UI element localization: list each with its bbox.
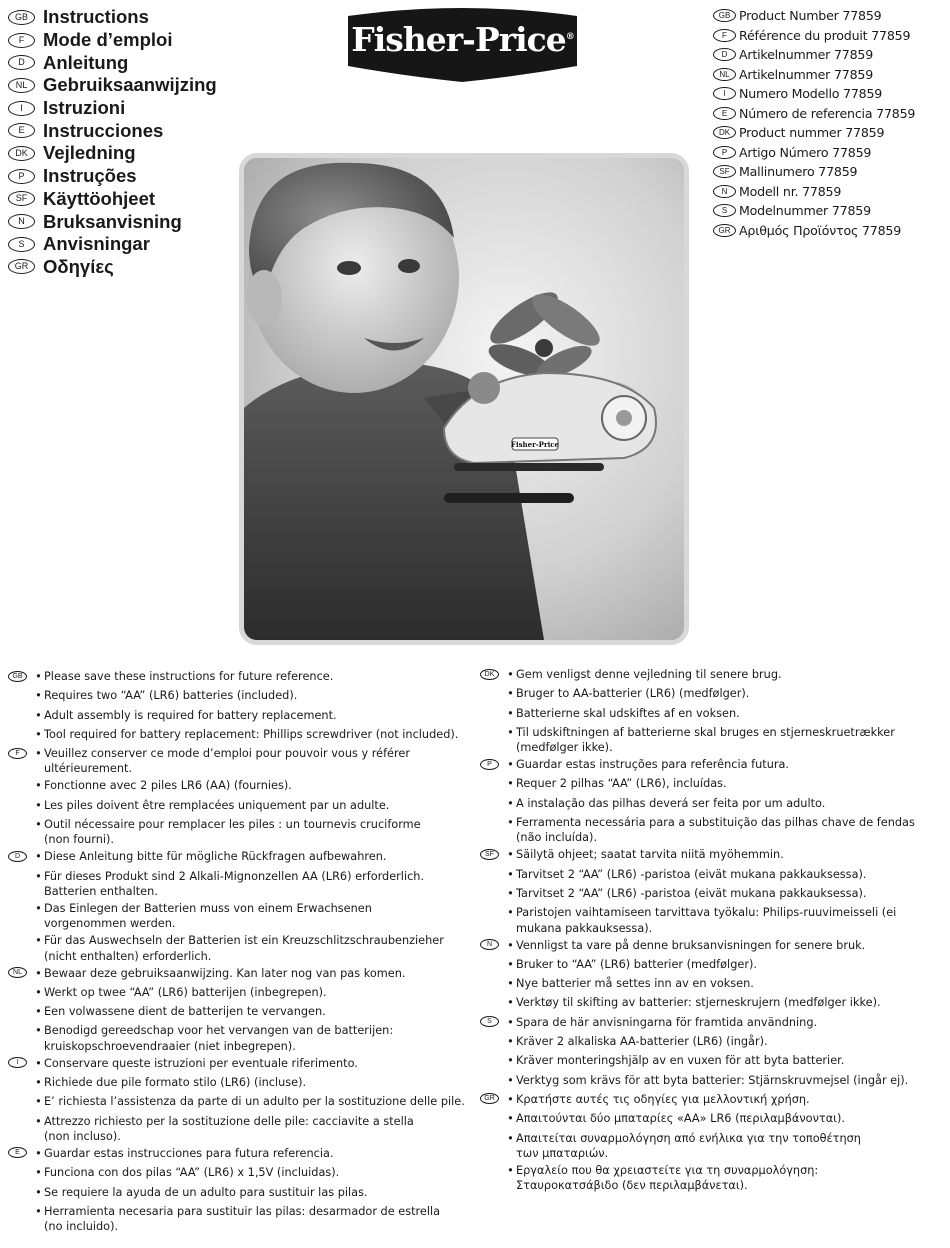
instruction-text: Nye batterier må settes inn av en voksen.: [516, 977, 754, 991]
title-text: Anleitung: [43, 51, 129, 73]
product-number-text: Mallinumero 77859: [739, 164, 858, 180]
instruction-text: Een volwassene dient de batterijen te vervangen.: [44, 1005, 326, 1019]
instruction-text: Veuillez conserver ce mode d’emploi pour pouvoir vous y référer: [44, 747, 410, 761]
language-code-badge: I: [713, 87, 736, 100]
instruction-text: Bewaar deze gebruiksaanwijzing. Kan later nog van pas komen.: [44, 966, 406, 980]
instruction-text-continued: Batterien enthalten.: [44, 884, 158, 898]
instruction-item: [8, 1022, 468, 1052]
bullet: •: [35, 1114, 42, 1128]
instruction-item: [8, 1164, 468, 1181]
bullet: •: [35, 1146, 42, 1160]
bullet: •: [35, 850, 42, 864]
product-number-row: [713, 221, 948, 241]
instruction-item: [480, 814, 948, 844]
title-row: [8, 97, 238, 120]
bullet: •: [507, 687, 514, 701]
instruction-item: [480, 1033, 948, 1050]
bullet: •: [507, 816, 514, 830]
product-number-row: [713, 104, 948, 124]
instruction-item: [8, 816, 468, 846]
instruction-item: [8, 848, 468, 865]
language-code-badge: I: [8, 1057, 27, 1068]
instruction-text: Guardar estas instruções para referência futura.: [516, 758, 790, 772]
bullet: •: [507, 1015, 514, 1029]
bullet: •: [507, 1035, 514, 1049]
instruction-item: [8, 1184, 468, 1201]
instruction-item: [480, 685, 948, 702]
bullet: •: [507, 1112, 514, 1126]
instruction-text: Ferramenta necessária para a substituição das pilhas chave de fendas: [516, 816, 915, 830]
bullet: •: [35, 1056, 42, 1070]
instruction-text: Κρατήστε αυτές τις οδηγίες για μελλοντική χρήση.: [516, 1092, 810, 1106]
instruction-item: [480, 1014, 948, 1031]
instruction-block: [8, 668, 468, 743]
language-code-badge: N: [713, 185, 736, 198]
bullet: •: [507, 1163, 514, 1177]
bullet: •: [35, 670, 42, 683]
bullet: •: [507, 867, 514, 881]
language-code-badge: S: [8, 237, 35, 252]
instruction-item: [480, 1130, 948, 1160]
instruction-item: [480, 1052, 948, 1069]
language-code-badge: E: [713, 107, 736, 120]
bullet: •: [507, 938, 514, 952]
instruction-block: [480, 666, 948, 754]
product-number-row: [713, 201, 948, 221]
instruction-text: Gem venligst denne vejledning til senere brug.: [516, 668, 782, 681]
instruction-text-continued: (non fourni).: [44, 833, 115, 847]
instruction-text: Conservare queste istruzioni per eventuale riferimento.: [44, 1056, 358, 1070]
product-number-row: [713, 65, 948, 85]
language-code-badge: S: [480, 1016, 499, 1027]
bullet: •: [507, 906, 514, 920]
language-code-badge: GB: [713, 9, 736, 22]
instructions-left-column: [8, 668, 468, 1235]
language-code-badge: GR: [8, 259, 35, 274]
language-code-badge: GB: [8, 671, 27, 682]
language-code-badge: F: [8, 33, 35, 48]
instruction-item: [480, 1162, 948, 1192]
product-number-text: Artikelnummer 77859: [739, 47, 874, 63]
instruction-item: [480, 1072, 948, 1089]
language-code-badge: DK: [713, 126, 736, 139]
product-number-text: Product Number 77859: [739, 8, 882, 24]
instruction-text: Please save these instructions for future reference.: [44, 670, 334, 683]
instruction-item: [480, 885, 948, 902]
instruction-item: [8, 1113, 468, 1143]
instruction-item: [480, 956, 948, 973]
bullet: •: [507, 996, 514, 1010]
title-row: [8, 165, 238, 188]
instruction-text: Kräver monteringshjälp av en vuxen för att byta batterier.: [516, 1054, 845, 1068]
toy-label-text: Fisher-Price: [510, 440, 560, 449]
instruction-text: Se requiere la ayuda de un adulto para sustituir las pilas.: [44, 1185, 368, 1199]
instruction-text: Fonctionne avec 2 piles LR6 (AA) (fournies).: [44, 779, 292, 793]
bullet: •: [35, 1185, 42, 1199]
instruction-text: A instalação das pilhas deverá ser feita por um adulto.: [516, 796, 826, 810]
product-number-text: Product nummer 77859: [739, 125, 885, 141]
instruction-text-continued: Σταυροκατσάβιδο (δεν περιλαμβάνεται).: [516, 1179, 748, 1193]
title-text: Anvisningar: [43, 233, 150, 255]
bullet: •: [507, 796, 514, 810]
instruction-text: Für das Auswechseln der Batterien ist ein Kreuzschlitzschraubenzieher: [44, 934, 444, 948]
product-number-text: Numero Modello 77859: [739, 86, 883, 102]
bullet: •: [507, 725, 514, 739]
instruction-text: Outil nécessaire pour remplacer les piles : un tournevis cruciforme: [44, 818, 421, 832]
instruction-text: Paristojen vaihtamiseen tarvittava työkalu: Philips-ruuvimeisseli (ei: [516, 906, 897, 920]
instruction-item: [480, 1091, 948, 1108]
instruction-text: Bruker to “AA” (LR6) batterier (medfølger).: [516, 957, 757, 971]
product-number-row: [713, 6, 948, 26]
language-title-list: [8, 6, 238, 278]
instruction-item: [480, 705, 948, 722]
instruction-text: Vennligst ta vare på denne bruksanvisningen for senere bruk.: [516, 938, 866, 952]
instruction-block: [8, 848, 468, 962]
instruction-item: [8, 707, 468, 724]
bullet: •: [35, 818, 42, 832]
language-code-badge: F: [713, 29, 736, 42]
title-text: Käyttöohjeet: [43, 187, 156, 209]
bullet: •: [35, 1166, 42, 1180]
instruction-text-continued: mukana pakkauksessa).: [516, 921, 653, 935]
product-number-row: [713, 143, 948, 163]
title-text: Instrucciones: [43, 119, 164, 141]
language-code-badge: DK: [8, 146, 35, 161]
bullet: •: [35, 1204, 42, 1218]
instruction-text: Tarvitset 2 “AA” (LR6) -paristoa (eivät mukana pakkauksessa).: [516, 867, 867, 881]
instruction-text-continued: ultérieurement.: [44, 762, 133, 776]
language-code-badge: P: [713, 146, 736, 159]
instruction-text: Kräver 2 alkaliska AA-batterier (LR6) (ingår).: [516, 1035, 768, 1049]
language-code-badge: I: [8, 101, 35, 116]
fisher-price-logo: [340, 6, 585, 82]
title-row: [8, 142, 238, 165]
instruction-text: E’ richiesta l’assistenza da parte di un adulto per la sostituzione delle pile.: [44, 1095, 465, 1109]
bullet: •: [507, 977, 514, 991]
bullet: •: [35, 689, 42, 703]
logo-wordmark: Fisher-Price®: [351, 20, 574, 59]
title-row: [8, 74, 238, 97]
product-number-row: [713, 162, 948, 182]
language-code-badge: GR: [713, 224, 736, 237]
title-text: Instruções: [43, 165, 137, 187]
instruction-text: Adult assembly is required for battery replacement.: [44, 708, 337, 722]
title-text: Bruksanvisning: [43, 210, 182, 232]
instruction-item: [8, 1145, 468, 1162]
instruction-item: [480, 756, 948, 773]
instruction-item: [480, 795, 948, 812]
bullet: •: [507, 1092, 514, 1106]
title-row: [8, 188, 238, 211]
instruction-text-continued: (no incluido).: [44, 1220, 119, 1234]
bullet: •: [507, 668, 514, 681]
bullet: •: [35, 747, 42, 761]
instruction-text: Benodigd gereedschap voor het vervangen van de batterijen:: [44, 1024, 394, 1038]
bullet: •: [507, 848, 514, 862]
language-code-badge: D: [713, 48, 736, 61]
title-row: [8, 51, 238, 74]
instruction-item: [8, 965, 468, 982]
instruction-text-continued: vorgenommen werden.: [44, 917, 176, 931]
title-row: [8, 6, 238, 29]
product-number-text: Artigo Número 77859: [739, 144, 872, 160]
instruction-item: [8, 1093, 468, 1110]
instruction-text: Batterierne skal udskiftes af en voksen.: [516, 706, 740, 720]
instruction-item: [480, 666, 948, 683]
instruction-item: [480, 866, 948, 883]
instruction-text: Werkt op twee “AA” (LR6) batterijen (inbegrepen).: [44, 985, 327, 999]
bullet: •: [35, 798, 42, 812]
instruction-block: [8, 745, 468, 846]
instruction-text: Herramienta necesaria para sustituir las pilas: desarmador de estrella: [44, 1204, 441, 1218]
language-code-badge: P: [480, 759, 499, 770]
instruction-text: Diese Anleitung bitte für mögliche Rückfragen aufbewahren.: [44, 850, 387, 864]
language-code-badge: E: [8, 1147, 27, 1158]
bullet: •: [35, 934, 42, 948]
instruction-block: [480, 846, 948, 934]
product-number-row: [713, 84, 948, 104]
bullet: •: [35, 901, 42, 915]
instruction-item: [8, 900, 468, 930]
product-number-list: [713, 6, 948, 240]
title-row: [8, 233, 238, 256]
instruction-item: [8, 726, 468, 743]
instruction-item: [8, 1003, 468, 1020]
instruction-item: [8, 932, 468, 962]
instruction-text-continued: kruiskopschroevendraaier (niet inbegrepen).: [44, 1039, 296, 1053]
title-text: Mode d’emploi: [43, 29, 173, 51]
instruction-text: Απαιτούνται δύο μπαταρίες «AA» LR6 (περιλαμβάνονται).: [516, 1112, 845, 1126]
bullet: •: [35, 966, 42, 980]
instruction-item: [8, 1055, 468, 1072]
instruction-item: [8, 1203, 468, 1233]
instruction-text-continued: (não incluída).: [516, 831, 598, 845]
title-text: Οδηγίες: [43, 255, 114, 277]
product-number-row: [713, 182, 948, 202]
child-with-helicopter-illustration: [244, 158, 684, 640]
instruction-text: Für dieses Produkt sind 2 Alkali-Mignonzellen AA (LR6) erforderlich.: [44, 869, 425, 883]
product-number-text: Modell nr. 77859: [739, 183, 842, 199]
instruction-text-continued: (nicht enthalten) erforderlich.: [44, 949, 212, 963]
language-code-badge: P: [8, 169, 35, 184]
instruction-item: [480, 937, 948, 954]
instruction-text: Verktyg som krävs för att byta batterier: Stjärnskruvmejsel (ingår ej).: [516, 1073, 909, 1087]
bullet: •: [35, 779, 42, 793]
instruction-text: Les piles doivent être remplacées uniquement par un adulte.: [44, 798, 390, 812]
instruction-text: Das Einlegen der Batterien muss von einem Erwachsenen: [44, 901, 372, 915]
instruction-text: Απαιτείται συναρμολόγηση από ενήλικα για την τοποθέτηση: [516, 1131, 861, 1145]
bullet: •: [507, 777, 514, 791]
instruction-text: Tool required for battery replacement: Phillips screwdriver (not included).: [44, 727, 459, 741]
instruction-text: Requer 2 pilhas “AA” (LR6), incluídas.: [516, 777, 727, 791]
instruction-text: Tarvitset 2 “AA” (LR6) -paristoa (eivät mukana pakkauksessa).: [516, 886, 867, 900]
language-code-badge: E: [8, 123, 35, 138]
instruction-text: Funciona con dos pilas “AA” (LR6) x 1,5V (incluidas).: [44, 1166, 340, 1180]
title-row: [8, 119, 238, 142]
product-number-text: Artikelnummer 77859: [739, 66, 874, 82]
bullet: •: [507, 886, 514, 900]
instruction-text: Attrezzo richiesto per la sostituzione delle pile: cacciavite a stella: [44, 1114, 414, 1128]
bullet: •: [507, 1054, 514, 1068]
bullet: •: [35, 1024, 42, 1038]
instruction-item: [480, 1110, 948, 1127]
product-number-row: [713, 45, 948, 65]
instruction-block: [480, 1014, 948, 1089]
instruction-item: [480, 975, 948, 992]
bullet: •: [35, 1076, 42, 1090]
title-row: [8, 210, 238, 233]
instruction-item: [8, 687, 468, 704]
instruction-item: [8, 668, 468, 685]
instruction-text: Til udskiftningen af batterierne skal bruges en stjerneskruetrækker: [516, 725, 895, 739]
instruction-text: Εργαλείο που θα χρειαστείτε για τη συναρμολόγηση:: [516, 1163, 819, 1177]
product-photo: [239, 153, 689, 645]
language-code-badge: SF: [480, 849, 499, 860]
language-code-badge: NL: [713, 68, 736, 81]
instruction-item: [480, 846, 948, 863]
bullet: •: [35, 1005, 42, 1019]
instruction-text: Guardar estas instrucciones para futura referencia.: [44, 1146, 334, 1160]
instruction-item: [480, 775, 948, 792]
title-text: Vejledning: [43, 142, 136, 164]
language-code-badge: N: [480, 939, 499, 950]
language-code-badge: GB: [8, 10, 35, 25]
instruction-text: Bruger to AA-batterier (LR6) (medfølger).: [516, 687, 750, 701]
language-code-badge: NL: [8, 78, 35, 93]
instruction-block: [480, 937, 948, 1012]
instruction-item: [8, 984, 468, 1001]
language-code-badge: D: [8, 851, 27, 862]
instruction-item: [480, 904, 948, 934]
title-row: [8, 256, 238, 279]
title-text: Instructions: [43, 6, 149, 28]
instruction-text-continued: (non incluso).: [44, 1129, 121, 1143]
language-code-badge: NL: [8, 967, 27, 978]
bullet: •: [35, 708, 42, 722]
instruction-item: [8, 745, 468, 775]
instruction-text: Richiede due pile formato stilo (LR6) (incluse).: [44, 1076, 307, 1090]
instruction-item: [8, 777, 468, 794]
instruction-text: Säilytä ohjeet; saatat tarvita niitä myöhemmin.: [516, 848, 784, 862]
instruction-text-continued: (medfølger ikke).: [516, 741, 613, 755]
bullet: •: [507, 957, 514, 971]
language-code-badge: S: [713, 204, 736, 217]
title-text: Istruzioni: [43, 97, 126, 119]
bullet: •: [35, 727, 42, 741]
instruction-block: [480, 1091, 948, 1192]
product-number-text: Référence du produit 77859: [739, 27, 911, 43]
instruction-block: [8, 965, 468, 1053]
instruction-item: [8, 1074, 468, 1091]
product-number-text: Número de referencia 77859: [739, 105, 916, 121]
language-code-badge: D: [8, 55, 35, 70]
bullet: •: [507, 758, 514, 772]
instruction-item: [480, 994, 948, 1011]
bullet: •: [35, 1095, 42, 1109]
product-number-text: Αριθμός Προϊόντος 77859: [739, 222, 902, 238]
instruction-text: Verktøy til skifting av batterier: stjerneskrujern (medfølger ikke).: [516, 996, 881, 1010]
product-number-row: [713, 123, 948, 143]
bullet: •: [507, 706, 514, 720]
bullet: •: [35, 985, 42, 999]
language-code-badge: SF: [8, 191, 35, 206]
language-code-badge: GR: [480, 1093, 499, 1104]
instruction-text-continued: των μπαταριών.: [516, 1146, 609, 1160]
instruction-item: [480, 724, 948, 754]
product-number-row: [713, 26, 948, 46]
instruction-block: [480, 756, 948, 844]
bullet: •: [35, 869, 42, 883]
instructions-right-column: [480, 666, 948, 1194]
title-text: Gebruiksaanwijzing: [43, 74, 217, 96]
bullet: •: [507, 1073, 514, 1087]
bullet: •: [507, 1131, 514, 1145]
language-code-badge: N: [8, 214, 35, 229]
language-code-badge: SF: [713, 165, 736, 178]
instruction-text: Requires two “AA” (LR6) batteries (included).: [44, 689, 298, 703]
instruction-item: [8, 868, 468, 898]
language-code-badge: DK: [480, 669, 499, 680]
instruction-block: [8, 1055, 468, 1143]
instruction-text: Spara de här anvisningarna för framtida användning.: [516, 1015, 818, 1029]
instruction-item: [8, 797, 468, 814]
product-number-text: Modelnummer 77859: [739, 203, 871, 219]
instruction-block: [8, 1145, 468, 1233]
language-code-badge: F: [8, 748, 27, 759]
title-row: [8, 29, 238, 52]
